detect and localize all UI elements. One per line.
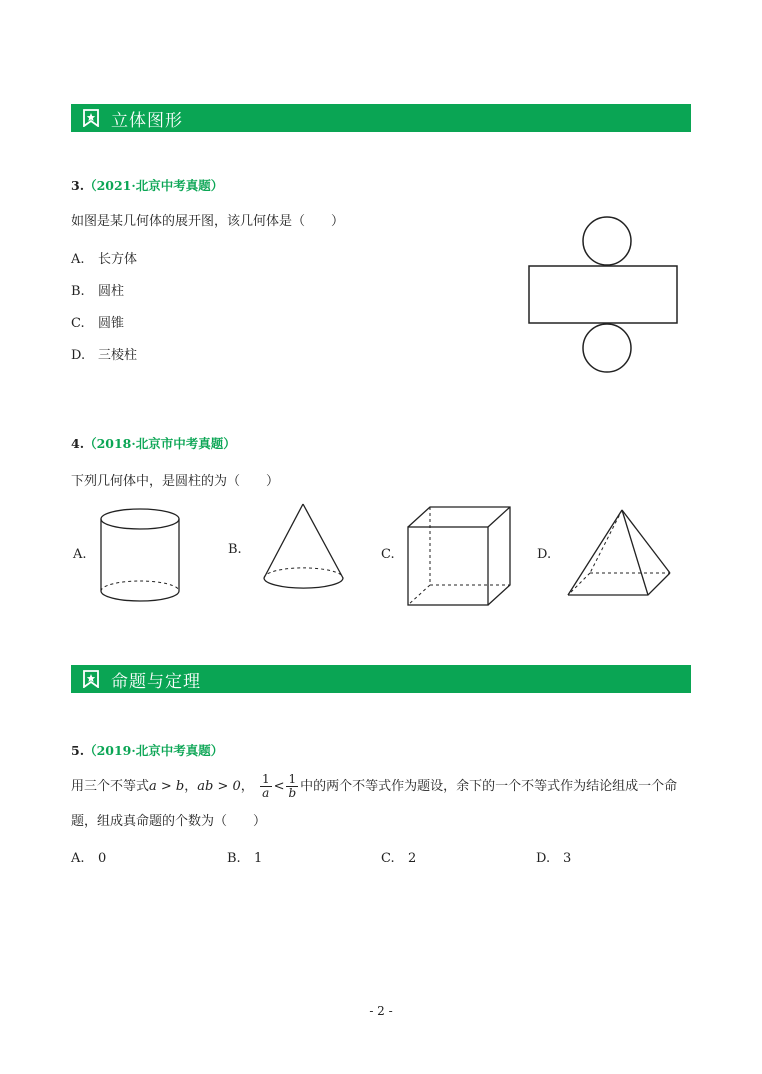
option-letter: D. <box>536 851 551 866</box>
option-text: 三棱柱 <box>98 348 138 363</box>
q5-option-c[interactable] <box>381 851 416 866</box>
question-3-header <box>71 176 223 194</box>
q3-option-b[interactable] <box>71 280 124 299</box>
net-top-circle <box>583 217 631 265</box>
net-bottom-circle <box>583 324 631 372</box>
option-text: 0 <box>98 851 107 866</box>
section-header-solid-figures <box>71 104 691 132</box>
q5-inequality-2: ab > 0 <box>197 779 241 794</box>
question-3-text: 如图是某几何体的展开图，该几何体是（ ） <box>71 214 345 229</box>
question-number: 5. <box>71 743 85 758</box>
q3-option-a[interactable] <box>71 248 137 267</box>
q5-option-a[interactable] <box>71 851 106 866</box>
bookmark-star-icon <box>82 670 100 688</box>
option-letter: D. <box>71 348 86 363</box>
q5-option-b[interactable] <box>227 851 262 866</box>
bookmark-star-icon <box>82 109 100 127</box>
q5-text-prefix: 用三个不等式 <box>71 779 150 794</box>
q5-separator: ， <box>240 779 254 794</box>
question-source: （2018·北京市中考真题） <box>84 436 236 451</box>
question-4-text: 下列几何体中，是圆柱的为（ ） <box>71 474 280 489</box>
question-4-header <box>71 434 236 452</box>
option-letter: C. <box>381 851 395 866</box>
q4-option-c-label[interactable]: C. <box>381 547 395 562</box>
q4-option-b-label[interactable]: B. <box>228 542 242 557</box>
q4-option-d-label[interactable]: D. <box>537 547 552 562</box>
question-source: （2019·北京中考真题） <box>84 743 224 758</box>
option-letter: B. <box>71 284 85 299</box>
section-title: 命题与定理 <box>111 672 201 692</box>
question-number: 3. <box>71 178 85 193</box>
option-text: 1 <box>254 851 263 866</box>
option-text: 2 <box>408 851 417 866</box>
option-letter: C. <box>71 316 85 331</box>
q4-option-d-pyramid[interactable] <box>562 505 674 601</box>
q5-option-d[interactable] <box>536 851 571 866</box>
question-5-line1 <box>71 773 677 800</box>
question-5-line2: 题，组成真命题的个数为（ ） <box>71 814 267 829</box>
option-text: 3 <box>563 851 572 866</box>
q5-fraction-left: $\frac{1}{a}$ <box>261 772 270 800</box>
q5-fraction-right: $\frac{1}{b}$ <box>288 772 297 800</box>
option-letter: A. <box>71 851 85 866</box>
page-number: - 2 - <box>369 1004 393 1018</box>
cylinder-net-figure <box>520 210 690 378</box>
question-number: 4. <box>71 436 85 451</box>
option-text: 圆锥 <box>98 316 125 331</box>
option-letter: B. <box>227 851 241 866</box>
option-text: 圆柱 <box>98 284 125 299</box>
net-rectangle <box>529 266 677 323</box>
q4-option-a-cylinder[interactable] <box>96 505 186 610</box>
option-letter: A. <box>71 252 85 267</box>
question-5-header <box>71 741 223 759</box>
q5-less-than: < <box>273 779 285 794</box>
q3-option-c[interactable] <box>71 312 124 331</box>
option-text: 长方体 <box>98 252 138 267</box>
q3-option-d[interactable] <box>71 344 137 363</box>
q4-option-c-cube[interactable] <box>402 503 517 611</box>
q5-inequality-1: a > b <box>149 779 185 794</box>
section-header-propositions <box>71 665 691 693</box>
question-source: （2021·北京中考真题） <box>84 178 224 193</box>
q5-text-suffix: 中的两个不等式作为题设，余下的一个不等式作为结论组成一个命 <box>300 779 678 794</box>
q5-separator: ， <box>184 779 198 794</box>
q4-option-b-cone[interactable] <box>258 500 350 600</box>
section-title: 立体图形 <box>111 111 183 131</box>
q4-option-a-label[interactable]: A. <box>73 547 87 562</box>
